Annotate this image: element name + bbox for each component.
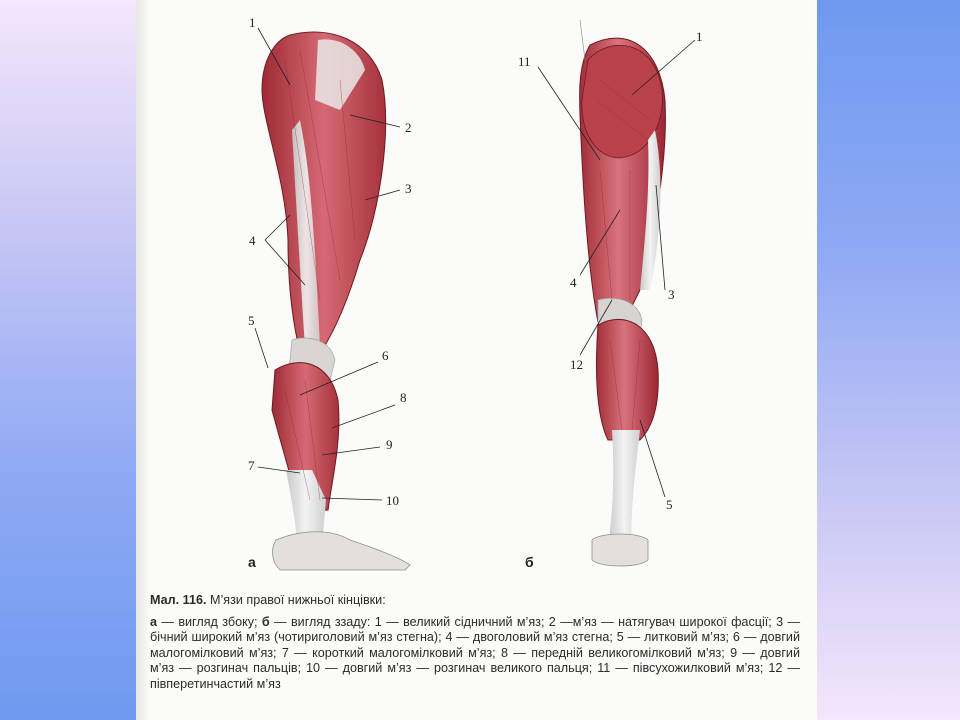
label-b-1: 1 bbox=[696, 29, 703, 44]
label-a-4: 4 bbox=[249, 233, 256, 248]
label-a-9: 9 bbox=[386, 437, 393, 452]
label-b-12: 12 bbox=[570, 357, 583, 372]
caption-a-text: — вигляд збоку; bbox=[161, 614, 258, 629]
label-a-2: 2 bbox=[405, 120, 412, 135]
caption-b-key: б bbox=[261, 614, 270, 629]
leg-posterior-view bbox=[580, 20, 666, 566]
label-a-1: 1 bbox=[249, 15, 256, 30]
label-b-5: 5 bbox=[666, 497, 673, 512]
label-b-3: 3 bbox=[668, 287, 675, 302]
panel-label-b: б bbox=[525, 554, 534, 570]
label-a-3: 3 bbox=[405, 181, 412, 196]
label-a-6: 6 bbox=[382, 348, 389, 363]
caption-legend-text: 1 — великий сідничний м’яз; 2 —м’яз — натягувач широкої фасції; 3 — бічний широкий м’яз (чотириголовий м’яз стегна); 4 — двоголовий м’яз стегна; 5 — литковий м’яз; 6 — довгий малогомілковий м’яз; 7 — короткий малогомілковий м’яз; 8 — передній великогомілковий м’яз; 9 — довгий м’яз — розгинач пальців; 10 — довгий м’яз — розгинач великого пальця; 11 — півсухожилковий м’яз; 12 — півперетинчастий м’яз bbox=[150, 614, 801, 691]
label-a-5: 5 bbox=[248, 313, 255, 328]
caption-a-key: а bbox=[150, 614, 158, 629]
label-b-4: 4 bbox=[570, 275, 577, 290]
panel-label-a: а bbox=[248, 554, 256, 570]
caption-b-text: — вигляд ззаду: bbox=[274, 614, 371, 629]
label-a-10: 10 bbox=[386, 493, 399, 508]
leg-lateral-view bbox=[262, 32, 410, 570]
caption-legend bbox=[150, 615, 800, 693]
caption-title-line bbox=[150, 593, 800, 609]
caption-number: Мал. 116. bbox=[150, 593, 207, 607]
figure-caption bbox=[150, 593, 800, 692]
caption-title: М’язи правої нижньої кінцівки: bbox=[209, 593, 386, 607]
label-a-8: 8 bbox=[400, 390, 407, 405]
label-a-7: 7 bbox=[248, 458, 255, 473]
label-b-11: 11 bbox=[518, 54, 531, 69]
